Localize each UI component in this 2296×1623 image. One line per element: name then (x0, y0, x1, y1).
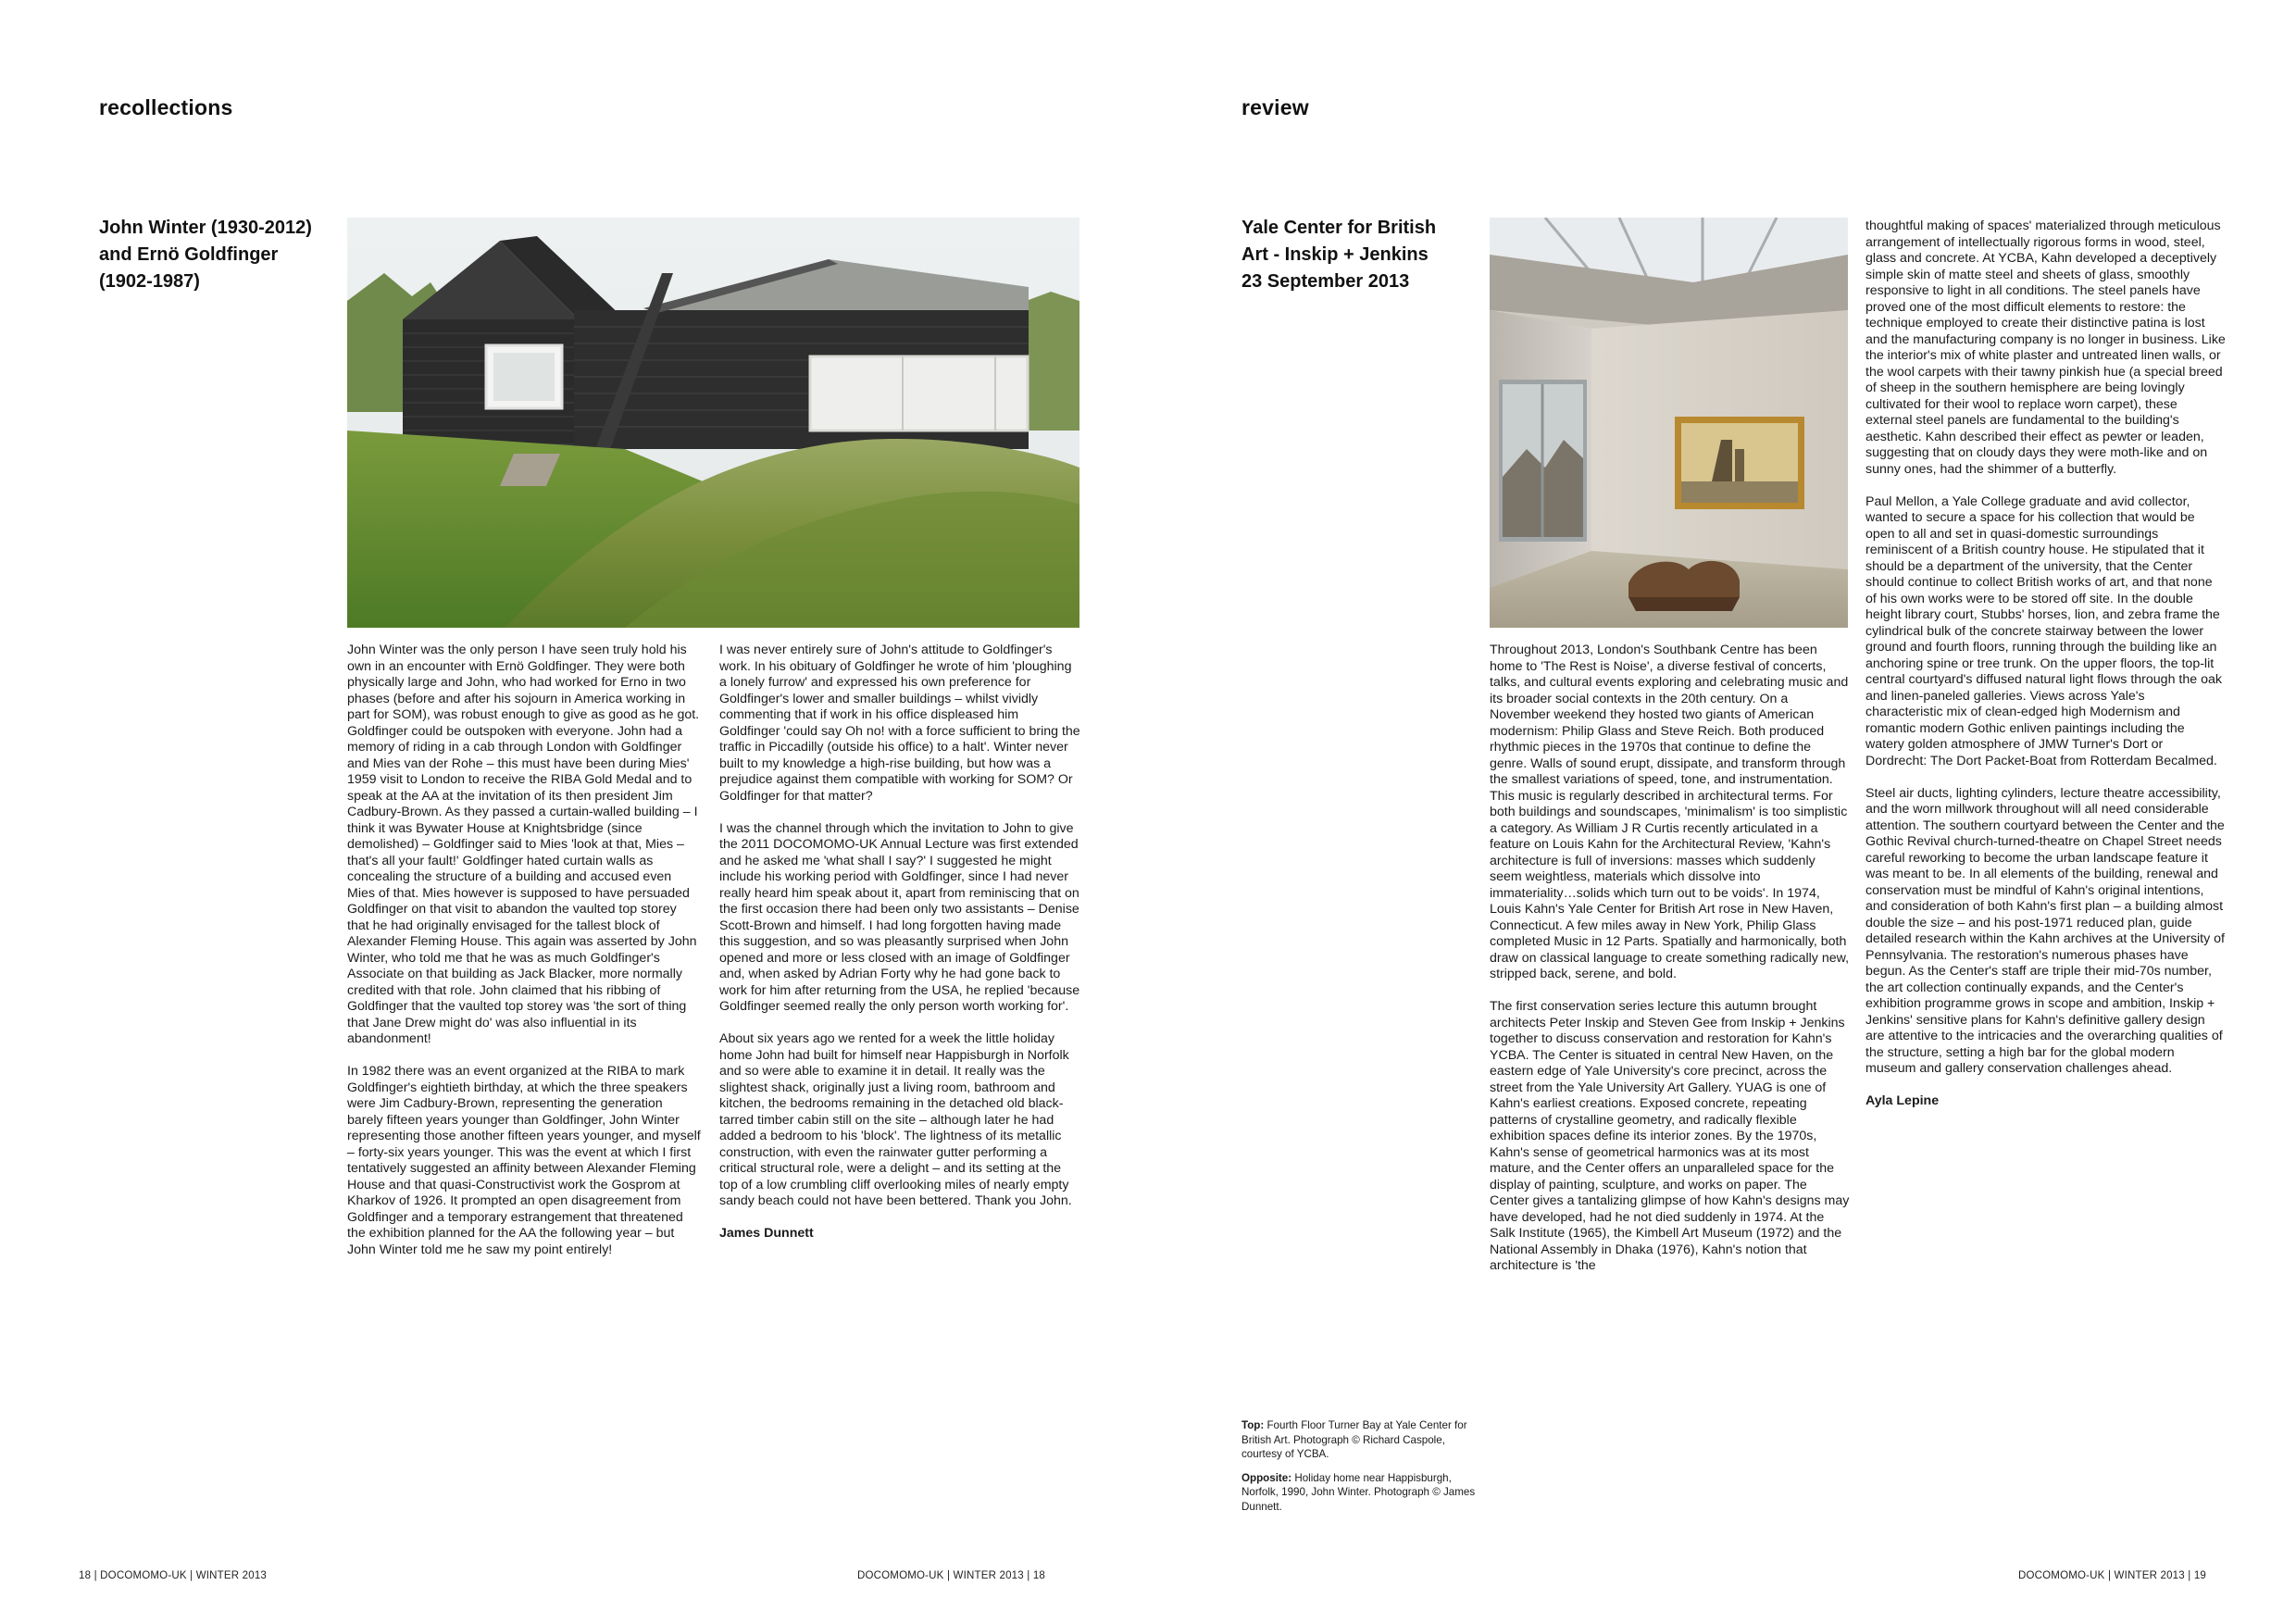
title-line: Yale Center for British (1242, 218, 1437, 238)
paragraph: John Winter was the only person I have seen truly hold his own in an encounter with Ernö Goldfinger. They were both physically large and John, who had worked for Erno in two phases (before and after his sojourn in America working in part for SOM), was robust enough to give as good as he got. Goldfinger could be outspoken with everyone. John had a memory of riding in a cab through London with Goldfinger and Mies van der Rohe – this must have been during Mies' 1959 visit to London to receive the RIBA Gold Medal and to speak at the AA at the invitation of its then president Jim Cadbury-Brown. As they passed a curtain-walled building – I think it was Bywater House at Knightsbridge (since demolished) – Goldfinger said to Mies 'look at that, Mies – that's all your fault!' Goldfinger hated curtain walls as concealing the structure of a building and accused even Mies of that. Mies however is supposed to have persuaded Goldfinger on that visit to abandon the vaulted top storey that he had originally envisaged for the tallest block of Alexander Fleming House. This again was asserted by John Winter, who told me that he was as much Goldfinger's Associate on that building as Jack Blacker, more normally credited with that role. John claimed that his ribbing of Goldfinger that the vaulted top storey was 'the sort of thing that Jane Drew might do' was also influential in its abandonment! (347, 643, 700, 1046)
article-column-left-1 (347, 643, 701, 1275)
section-heading-recollections: recollections (99, 95, 233, 119)
paragraph: Throughout 2013, London's Southbank Centre has been home to 'The Rest is Noise', a diverse festival of concerts, talks, and cultural events exploring and celebrating music and its broader social contexts in the 20th century. On a November weekend they hosted two giants of American modernism: Philip Glass and Steve Reich. Both produced rhythmic pieces in the 1970s that continue to define the genre. Walls of sound erupt, dissipate, and transform through the smallest variations of speed, tone, and instrumentation. This music is regularly described in architectural terms. For both buildings and soundscapes, 'minimalism' is too simplistic a category. As William J R Curtis recently articulated in a feature on Louis Kahn for the Architectural Review, 'Kahn's architecture is full of inversions: masses which suddenly seem weightless, materials which dissolve into immateriality…solids which turn out to be voids'. In 1974, Louis Kahn's Yale Center for British Art rose in New Haven, Connecticut. A few miles away in New York, Philip Glass completed Music in 12 Parts. Spatially and harmonically, both draw on classical language to create something radically new, stripped back, serene, and bold. (1490, 643, 1850, 981)
footer-left-page-left: 18 | DOCOMOMO-UK | WINTER 2013 (79, 1570, 268, 1581)
paragraph: In 1982 there was an event organized at the RIBA to mark Goldfinger's eightieth birthday, at which the three speakers were Jim Cadbury-Brown, representing the generation barely fifteen years younger than Goldfinger, John Winter representing those another fifteen years younger, and myself – forty-six years younger. This was the event at which I first tentatively suggested an affinity between Alexander Fleming House and that quasi-Constructivist work the Gosprom at Kharkov of 1926. It prompted an open disagreement from Goldfinger and a temporary estrangement that threatened the exhibition planned for the AA the following year – but John Winter told me he saw my point entirely! (347, 1064, 701, 1257)
caption-text: Holiday home near Happisburgh, Norfolk, 1990, John Winter. Photograph © James Dunnett. (1242, 1471, 1476, 1513)
title-line: and Ernö Goldfinger (99, 244, 279, 265)
paragraph: The first conservation series lecture this autumn brought architects Peter Inskip and Steven Gee from Inskip + Jenkins together to discuss conservation and restoration for Kahn's YCBA. The Center is situated in central New Haven, on the eastern edge of Yale University's core precinct, across the street from the Yale University Art Gallery. YUAG is one of Kahn's earliest creations. Exposed concrete, repeating patterns of crystalline geometry, and radically flexible exhibition spaces define its interior zones. By the 1970s, Kahn's sense of geometrical harmonics was at its most mature, and the Center offers an unparalleled space for the display of painting, sculpture, and works on paper. The Center gives a tantalizing glimpse of how Kahn's designs may have developed, had he not died suddenly in 1974. At the Salk Institute (1965), the Kimbell Art Museum (1972) and the National Assembly in Dhaka (1976), Kahn's notion that architecture is 'the (1490, 999, 1850, 1273)
photo-captions (1242, 1418, 1478, 1523)
title-line: 23 September 2013 (1242, 271, 1410, 292)
article-column-right-1 (1490, 643, 1850, 1291)
caption-opposite (1242, 1471, 1478, 1515)
author-signature: James Dunnett (719, 1226, 814, 1241)
paragraph: I was the channel through which the invitation to John to give the 2011 DOCOMOMO-UK Annual Lecture was first extended and he asked me 'what shall I say?' I suggested he might include his working period with Goldfinger, since I had never really heard him speak about it, apart from reminiscing that on the first occasion there had been only two assistants – Denise Scott-Brown and himself. I had long forgotten having made this suggestion, and so was pleasantly surprised when John opened and more or less closed with an image of Goldfinger and, when asked by Adrian Forty why he had gone back to work for him after returning from the USA, he replied 'because Goldfinger seemed really the only person worth working for'. (719, 820, 1080, 1014)
caption-top (1242, 1418, 1478, 1462)
footer-right-page: DOCOMOMO-UK | WINTER 2013 | 19 (2018, 1570, 2207, 1581)
caption-text: Fourth Floor Turner Bay at Yale Center for British Art. Photograph © Richard Caspole, courtesy of YCBA. (1242, 1419, 1467, 1460)
paragraph: About six years ago we rented for a week the little holiday home John had built for himself near Happisburgh in Norfolk and so were able to examine it in detail. It really was the slightest shack, originally just a living room, bathroom and kitchen, the bedrooms remaining in the detached old black-tarred timber cabin still on the site – although later he had added a bedroom to his 'block'. The lightness of its metallic construction, with even the rainwater gutter performing a critical structural role, were a delight – and its setting at the top of a low crumbling cliff overlooking miles of nearly empty sandy beach could not have been bettered. Thank you John. (719, 1031, 1072, 1208)
title-line: John Winter (1930-2012) (99, 218, 312, 238)
paragraph: thoughtful making of spaces' materialized through meticulous arrangement of intellectually rigorous forms in wood, steel, glass and concrete. At YCBA, Kahn developed a deceptively simple skin of matte steel and sheets of glass, smoothly responsive to light in all conditions. The steel panels have proved one of the most difficult elements to restore: the technique employed to create their distinctive patina is lost and the manufacturing company is no longer in business. Like the interior's mix of white plaster and untreated linen walls, or the wool carpets with their tawny pinkish hue (a special breed of sheep in the southern hemisphere are being lovingly cultivated for their wool to replace worn carpet), these external steel panels are fundamental to the building's aesthetic. Kahn described their effect as pewter or leaden, suggesting that on cloudy days they were moth-like and on sunny ones, had the shimmer of a butterfly. (1866, 218, 2226, 477)
holiday-home-photo (347, 218, 1079, 628)
article-title-right (1242, 215, 1482, 295)
article-column-left-2 (719, 643, 1080, 1242)
gallery-photo (1490, 218, 1848, 628)
caption-label: Opposite: (1242, 1471, 1292, 1484)
title-line: Art - Inskip + Jenkins (1242, 244, 1429, 265)
author-signature: Ayla Lepine (1866, 1093, 1940, 1108)
paragraph: I was never entirely sure of John's attitude to Goldfinger's work. In his obituary of Goldfinger he wrote of him 'ploughing a lonely furrow' and expressed his own preference for Goldfinger's lower and smaller buildings – whilst vividly commenting that if work in his office displeased him Goldfinger 'could say Oh no! with a force sufficient to bring the traffic in Piccadilly (outside his office) to a halt'. Winter never built to my knowledge a high-rise building, but how was a prejudice against them compatible with working for SOM? Or Goldfinger for that matter? (719, 643, 1080, 804)
paragraph: Steel air ducts, lighting cylinders, lecture theatre accessibility, and the worn millwork throughout will all need considerable attention. The southern courtyard between the Center and the Gothic Revival church-turned-theatre on Chapel Street needs careful reworking to become the urban landscape feature it was meant to be. In all elements of the building, renewal and conservation must be mindful of Kahn's original intentions, and consideration of both Kahn's first plan – a building almost double the size – and his post-1971 reduced plan, guide detailed research within the Kahn archives at the University of Pennsylvania. The restoration's numerous phases have begun. As the Center's staff are triple their mid-70s number, the art collection continually expands, and the Center's exhibition programme grows in scope and ambition, Inskip + Jenkins' sensitive plans for Kahn's definitive gallery design are attentive to the intricacies and the overarching qualities of the structure, setting a high bar for the global modern museum and gallery conservation challenges ahead. (1866, 785, 2225, 1076)
caption-label: Top: (1242, 1419, 1265, 1431)
section-heading-review: review (1242, 95, 1309, 119)
footer-left-page-right: DOCOMOMO-UK | WINTER 2013 | 18 (857, 1570, 1046, 1581)
article-title-left (99, 215, 340, 295)
title-line: (1902-1987) (99, 271, 200, 292)
article-column-right-2 (1866, 218, 2226, 1110)
paragraph: Paul Mellon, a Yale College graduate and avid collector, wanted to secure a space for his collection that would be open to all and set in quasi-domestic surroundings reminiscent of a British country house. He stipulated that it should be a department of the university, that the Center should continue to collect British works of art, and that none of his own works were to be stored off site. In the double height library court, Stubbs' horses, lion, and zebra frame the cylindrical bulk of the concrete stairway between the lower ground and fourth floors, running through the building like an anchoring spine or tree trunk. On the upper floors, the top-lit central courtyard's diffused natural light flows through the oak and linen-paneled galleries. Views across Yale's characteristic mix of clean-edged high Modernism and romantic modern Gothic enliven paintings including the watery golden atmosphere of JMW Turner's Dort or Dordrecht: The Dort Packet-Boat from Rotterdam Becalmed. (1866, 493, 2222, 768)
